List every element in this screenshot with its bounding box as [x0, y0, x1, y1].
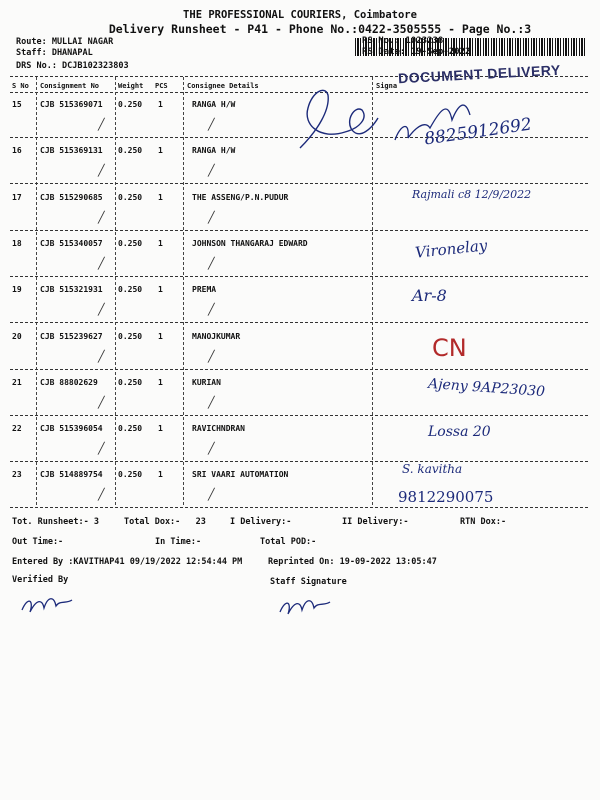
col-header-sno: S No [12, 82, 29, 90]
tick-mark-icon: ╱ [208, 488, 215, 501]
tick-mark-icon: ╱ [208, 350, 215, 363]
tick-mark-icon: ╱ [208, 257, 215, 270]
handwritten-phone-23: 9812290075 [398, 488, 494, 506]
row-rule [10, 322, 588, 323]
tick-mark-icon: ╱ [98, 442, 105, 455]
column-divider [36, 77, 37, 505]
row-weight: 0.250 [118, 285, 143, 294]
row-sno: 18 [12, 239, 22, 248]
handwritten-phone: 8825912692 [423, 114, 534, 150]
row-rule [10, 230, 588, 231]
row-consignment-no: CJB 88802629 [40, 378, 98, 387]
row-sno: 23 [12, 470, 22, 479]
row-sno: 17 [12, 193, 22, 202]
row-consignee: KURIAN [192, 378, 221, 387]
col-header-consignment: Consignment No [40, 82, 100, 90]
row-weight: 0.250 [118, 424, 143, 433]
column-divider [372, 77, 373, 505]
tick-mark-icon: ╱ [98, 488, 105, 501]
row-pcs: 1 [158, 239, 163, 248]
handwritten-note-22: Lossa 20 [428, 424, 491, 440]
row-pcs: 1 [158, 100, 163, 109]
document-delivery-stamp: DOCUMENT DELIVERY [397, 61, 562, 87]
tick-mark-icon: ╱ [208, 211, 215, 224]
tick-mark-icon: ╱ [208, 442, 215, 455]
row-weight: 0.250 [118, 378, 143, 387]
row-rule [10, 507, 588, 508]
row-rule [10, 183, 588, 184]
row-rule [10, 369, 588, 370]
tick-mark-icon: ╱ [98, 396, 105, 409]
tick-mark-icon: ╱ [98, 118, 105, 131]
runsheet-title: Delivery Runsheet - P41 - Phone No.:0422-3505555 - Page No.:3 [108, 22, 532, 36]
tick-mark-icon: ╱ [98, 164, 105, 177]
row-consignment-no: CJB 515321931 [40, 285, 103, 294]
row-consignment-no: CJB 515239627 [40, 332, 103, 341]
tick-mark-icon: ╱ [98, 257, 105, 270]
column-divider [115, 77, 116, 505]
tick-mark-icon: ╱ [208, 396, 215, 409]
row-consignment-no: CJB 515290685 [40, 193, 103, 202]
row-rule [10, 461, 588, 462]
handwritten-note-21: Ajeny 9AP23030 [427, 375, 546, 401]
tick-mark-icon: ╱ [98, 350, 105, 363]
row-sno: 16 [12, 146, 22, 155]
table-header-rule [10, 92, 588, 93]
row-consignee: RANGA H/W [192, 146, 236, 155]
row-sno: 15 [12, 100, 22, 109]
row-consignment-no: CJB 514889754 [40, 470, 103, 479]
out-time: Out Time:- [12, 537, 64, 547]
row-rule [10, 276, 588, 277]
reprinted-on: Reprinted On: 19-09-2022 13:05:47 [268, 557, 437, 567]
tick-mark-icon: ╱ [208, 303, 215, 316]
row-pcs: 1 [158, 285, 163, 294]
row-consignee: THE ASSENG/P.N.PUDUR [192, 193, 289, 202]
tick-mark-icon: ╱ [208, 164, 215, 177]
row-rule [10, 415, 588, 416]
row-pcs: 1 [158, 332, 163, 341]
handwritten-name-23: S. kavitha [402, 462, 463, 476]
ii-delivery: II Delivery:- [342, 517, 409, 527]
tick-mark-icon: ╱ [208, 118, 215, 131]
rs-date: RS Date: 19-Sep-2022 [362, 47, 471, 57]
row-pcs: 1 [158, 193, 163, 202]
in-time: In Time:- [155, 537, 202, 547]
row-weight: 0.250 [118, 193, 143, 202]
col-header-consignee: Consignee Details [187, 82, 259, 90]
total-pod: Total POD:- [260, 537, 317, 547]
company-title: THE PROFESSIONAL COURIERS, Coimbatore [183, 9, 417, 21]
column-divider [183, 77, 184, 505]
row-consignment-no: CJB 515396054 [40, 424, 103, 433]
row-pcs: 1 [158, 424, 163, 433]
row-consignee: MANOJKUMAR [192, 332, 241, 341]
row-pcs: 1 [158, 378, 163, 387]
route-label: Route: MULLAI NAGAR [16, 37, 114, 47]
handwritten-note-17: Rajmali c8 12/9/2022 [412, 188, 532, 201]
row-weight: 0.250 [118, 100, 143, 109]
row-sno: 20 [12, 332, 22, 341]
handwritten-note-18: Vironelay [414, 236, 489, 262]
row-consignment-no: CJB 515340057 [40, 239, 103, 248]
handwritten-note-20: CN [432, 334, 467, 362]
i-delivery: I Delivery:- [230, 517, 292, 527]
row-sno: 21 [12, 378, 22, 387]
row-consignee: PREMA [192, 285, 217, 294]
row-consignment-no: CJB 515369071 [40, 100, 103, 109]
row-weight: 0.250 [118, 146, 143, 155]
row-weight: 0.250 [118, 239, 143, 248]
rtn-dox: RTN Dox:- [460, 517, 507, 527]
staff-signature-label: Staff Signature [270, 577, 347, 587]
staff-label: Staff: DHANAPAL [16, 48, 93, 58]
drs-number: DRS No.: DCJB102323803 [16, 61, 129, 71]
total-dox: Total Dox:- 23 [124, 517, 206, 527]
col-header-signature: Signa [376, 82, 398, 90]
handwritten-note-19: Ar-8 [412, 286, 447, 305]
row-pcs: 1 [158, 470, 163, 479]
col-header-weight: Weight [118, 82, 144, 90]
row-consignee: JOHNSON THANGARAJ EDWARD [192, 239, 308, 248]
row-weight: 0.250 [118, 470, 143, 479]
row-sno: 22 [12, 424, 22, 433]
rs-number: RS No.: 1023238 [362, 36, 444, 46]
tick-mark-icon: ╱ [98, 303, 105, 316]
tot-runsheet: Tot. Runsheet:- 3 [12, 517, 99, 527]
entered-by: Entered By :KAVITHAP41 09/19/2022 12:54:44 PM [12, 557, 243, 567]
row-consignee: RANGA H/W [192, 100, 236, 109]
row-pcs: 1 [158, 146, 163, 155]
row-weight: 0.250 [118, 332, 143, 341]
row-sno: 19 [12, 285, 22, 294]
tick-mark-icon: ╱ [98, 211, 105, 224]
row-consignee: SRI VAARI AUTOMATION [192, 470, 289, 479]
col-header-pcs: PCS [155, 82, 168, 90]
row-consignment-no: CJB 515369131 [40, 146, 103, 155]
row-consignee: RAVICHNDRAN [192, 424, 245, 433]
verified-by: Verified By [12, 575, 69, 585]
